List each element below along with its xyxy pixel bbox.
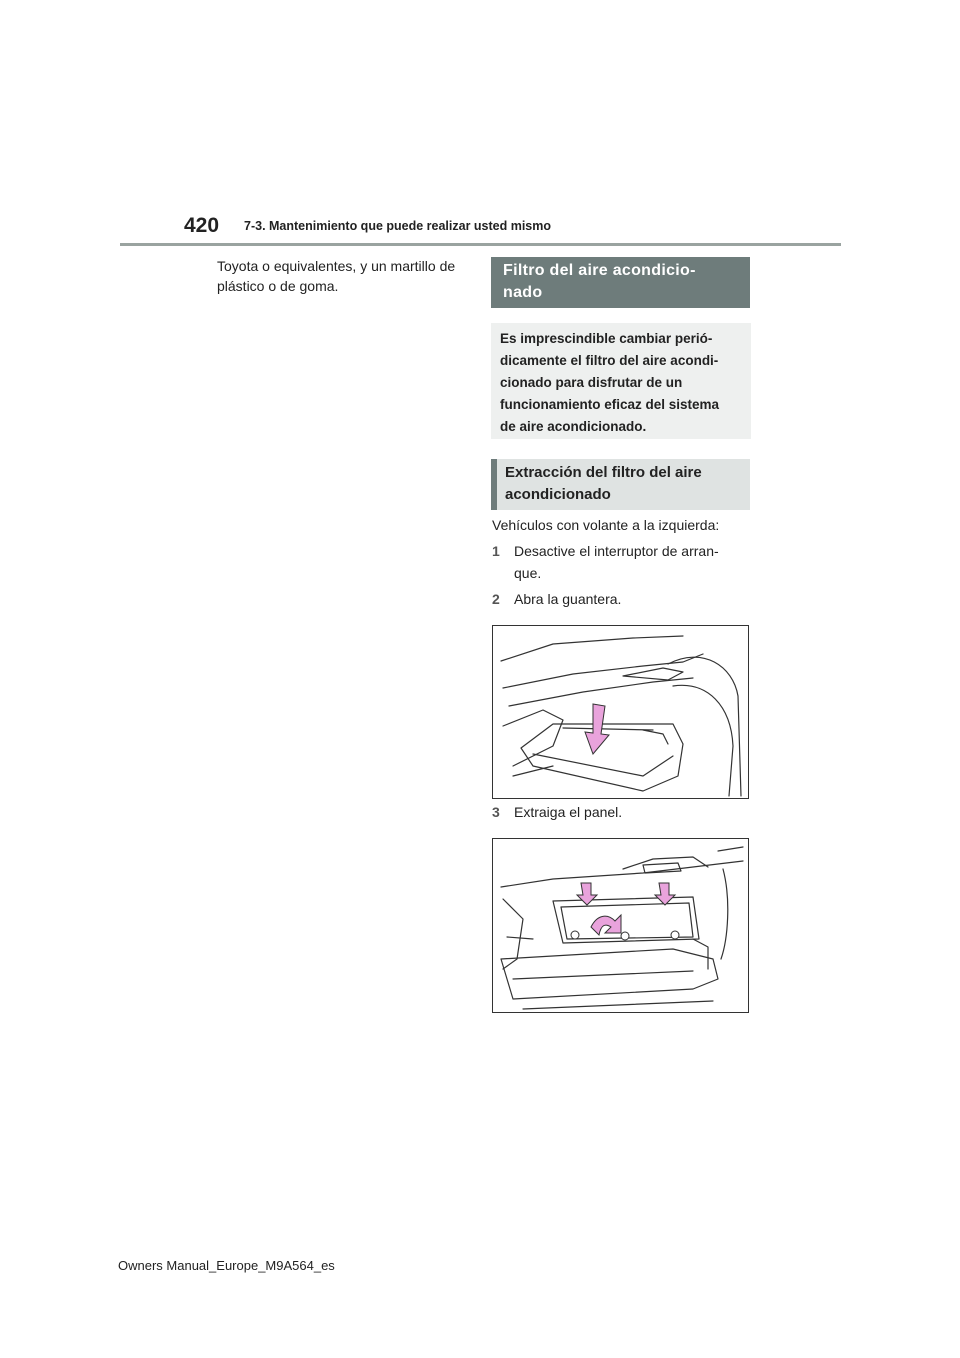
step-1 bbox=[492, 540, 752, 584]
section-heading-text: Filtro del aire acondicio- nado bbox=[503, 262, 696, 301]
footer-text: Owners Manual_Europe_M9A564_es bbox=[118, 1258, 335, 1273]
glovebox-open-drawing bbox=[493, 626, 749, 799]
down-arrow-icon bbox=[577, 883, 597, 905]
step-number: 3 bbox=[492, 804, 500, 820]
continued-paragraph: Toyota o equivalentes, y un martillo de plástico o de goma. bbox=[217, 258, 456, 294]
sub-heading-removal bbox=[491, 459, 750, 510]
step-text: Desactive el interruptor de arran- que. bbox=[514, 543, 719, 581]
curved-arrow-icon bbox=[591, 915, 621, 935]
vehicle-note: Vehículos con volante a la izquierda: bbox=[492, 517, 720, 533]
section-title: 7-3. Mantenimiento que puede realizar usted mismo bbox=[244, 219, 552, 233]
panel-removal-illustration bbox=[492, 838, 749, 1013]
step-text: Extraiga el panel. bbox=[514, 804, 623, 820]
page-number: 420 bbox=[184, 214, 220, 237]
intro-text: Es imprescindible cambiar perió- dicamente el filtro del aire acondi- cionado para disfrutar de un funcionamiento eficaz del sistema de aire acondicionado. bbox=[500, 331, 720, 434]
section-heading-air-filter bbox=[491, 257, 750, 308]
step-text: Abra la guantera. bbox=[514, 591, 622, 607]
panel-removal-drawing bbox=[493, 839, 749, 1013]
sub-heading-text: Extracción del filtro del aire acondicionado bbox=[505, 464, 702, 503]
step-2 bbox=[492, 588, 752, 610]
header-divider bbox=[120, 243, 841, 246]
intro-box bbox=[491, 323, 751, 439]
glovebox-open-illustration bbox=[492, 625, 749, 799]
step-number: 2 bbox=[492, 591, 500, 607]
step-3 bbox=[492, 801, 752, 823]
down-arrow-icon bbox=[655, 883, 675, 905]
step-number: 1 bbox=[492, 543, 500, 559]
